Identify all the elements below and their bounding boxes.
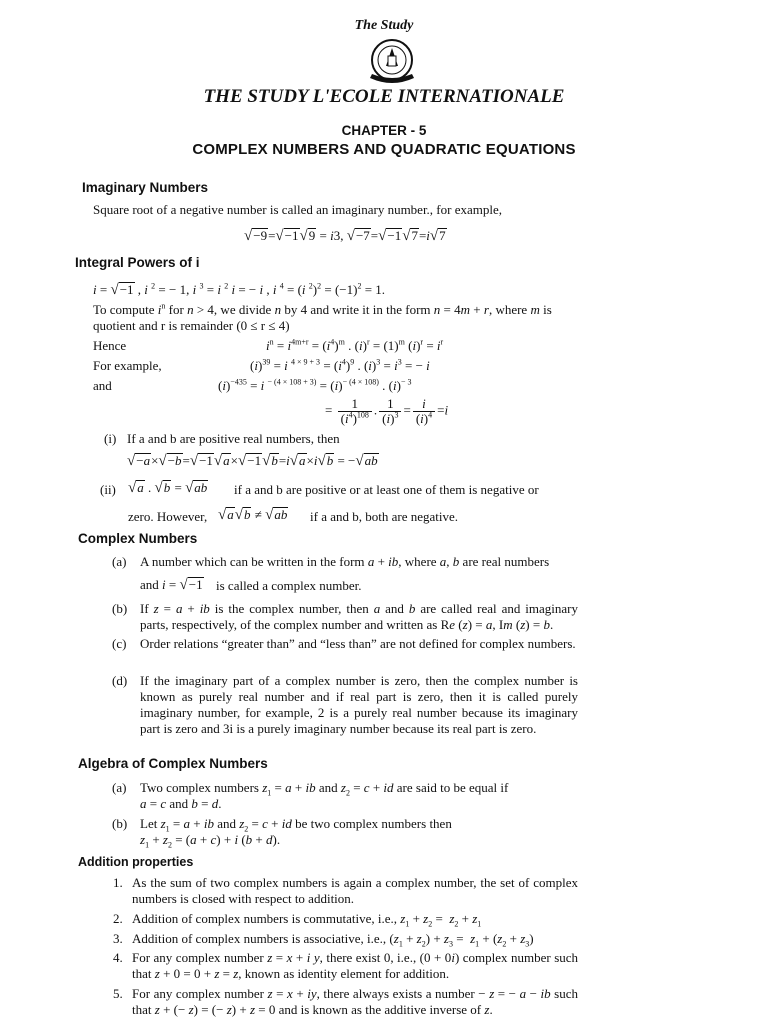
heading-addition-properties: Addition properties xyxy=(78,855,194,869)
complex-a-formula: and i = √−1 xyxy=(140,577,203,593)
item-ii-label: (ii) xyxy=(100,482,116,497)
algebra-a-text: Two complex numbers $z_1 = a$ + ib and $z_2 = c$ + id are said to be equal if xyxy=(140,780,509,798)
complex-b-label: (b) xyxy=(112,601,128,616)
chapter-number: CHAPTER - 5 xyxy=(341,123,427,138)
add-2-text: Addition of complex numbers is commutative, i.e., $z_1 + z_2 = z_2 + z_1$ xyxy=(132,911,482,929)
item-ii-formula: √a . √b = √ab xyxy=(128,480,208,496)
add-3-label: 3. xyxy=(113,931,123,946)
item-ii-text2: zero. However, xyxy=(128,509,208,524)
compute-rule-line1: To compute $i^n$ for n > 4, we divide n by 4 and write it in the form n = 4m + r, where m is xyxy=(93,301,552,317)
complex-d-label: (d) xyxy=(112,673,128,688)
add-3-text: Addition of complex numbers is associative, i.e., $(z_1 + z_2) + z_3 = z_1 + (z_2 + z_3)$ xyxy=(132,931,534,949)
heading-complex-numbers: Complex Numbers xyxy=(78,531,198,546)
hence-label: Hence xyxy=(93,338,127,353)
complex-c-text: Order relations “greater than” and “less than” are not defined for complex numbers. xyxy=(140,636,576,651)
add-4-label: 4. xyxy=(113,950,123,965)
school-logo xyxy=(364,36,420,86)
imaginary-definition: Square root of a negative number is called an imaginary number., for example, xyxy=(93,202,502,217)
powers-of-i-formula: i = √−1 , i $^2$ = − 1, i $^3$ = i $^2$ i = − i , i $^4$ = (i $^2)^2 = (-1)^2 = 1$. xyxy=(93,281,386,298)
hence-formula: $i^n = i^{4m+r} = (i^4)^m$ . $(i)^r = (1)^m$ $(i)^r = i^r$ xyxy=(266,337,444,353)
algebra-b-label: (b) xyxy=(112,816,128,831)
example-formula-435: $(i)^{-435} = i$ $^{- (4 \times 108 + 3)} = (i)^{- (4 \times 108)}$ . $(i)^{- 3}$ xyxy=(218,377,412,393)
item-i-label: (i) xyxy=(104,431,117,446)
algebra-b-formula: $z_1 + z_2 = (a + c) + i$ (b + d). xyxy=(140,832,281,850)
complex-b-text: If z = a + ib is the complex number, then a and b are called real and imaginary parts, respectively, of the complex number and written as Re (z) = a, Im (z) = b. xyxy=(140,601,579,632)
item-ii-text: if a and b are positive or at least one of them is negative or xyxy=(234,482,539,497)
chapter-title: COMPLEX NUMBERS AND QUADRATIC EQUATIONS xyxy=(192,141,576,158)
complex-a-text: A number which can be written in the form a + ib, where a, b are real numbers xyxy=(140,554,550,569)
complex-c-label: (c) xyxy=(112,636,127,651)
add-2-label: 2. xyxy=(113,911,123,926)
example-fraction-result: = $\frac{1}{(i^4)^{108}}$ . $\frac{1}{(i)^3}$ = $\frac{i}{(i)^4}$ =i xyxy=(325,396,449,426)
add-1-label: 1. xyxy=(113,875,123,890)
imaginary-example-formula: √−9=√−1√9 = i3, √−7=√−1√7=i√7 xyxy=(244,228,446,244)
school-name: THE STUDY L'ECOLE INTERNATIONALE xyxy=(203,86,565,107)
add-4-text: For any complex number z = x + i y, there exist 0, i.e., (0 + 0i) complex number such that z + 0 = 0 + z = z, known as identity element for addition. xyxy=(132,950,579,981)
add-5-text: For any complex number z = x + iy, there always exists a number − z = − a − ib such that z + (− z) = (− z) + z = 0 and is known as the additive inverse of z. xyxy=(132,986,578,1017)
heading-algebra: Algebra of Complex Numbers xyxy=(78,756,268,771)
example-formula-39: $(i)^{39} = i$ $^{4 \times 9 + 3} = (i^4)^9$ . $(i)^3 = i^3$ = − i xyxy=(250,357,430,373)
algebra-a-label: (a) xyxy=(112,780,127,795)
complex-d-text: If the imaginary part of a complex number is zero, then the complex number is known as purely real number and if real part is zero, then it is called purely imaginary number, for example, 2 is a purely real number because its imaginary part is zero and 3i is a purely imaginary number because its real part is zero. xyxy=(140,673,578,736)
complex-a-label: (a) xyxy=(112,554,127,569)
complex-a-text2: is called a complex number. xyxy=(216,578,362,593)
compute-rule-line2: quotient and r is remainder (0 ≤ r ≤ 4) xyxy=(93,318,290,333)
item-i-text: If a and b are positive real numbers, then xyxy=(127,431,340,446)
item-ii-inequality: √a√b ≠ √ab xyxy=(218,507,288,523)
heading-imaginary-numbers: Imaginary Numbers xyxy=(82,180,209,195)
algebra-b-text: Let $z_1 = a$ + ib and $z_2 = c$ + id be two complex numbers then xyxy=(140,816,452,834)
item-ii-text3: if a and b, both are negative. xyxy=(310,509,458,524)
logo-title: The Study xyxy=(354,18,414,33)
algebra-a-text2: a = c and b = d. xyxy=(140,796,222,811)
add-1-text: As the sum of two complex numbers is again a complex number, the set of complex numbers is closed with respect to addition. xyxy=(132,875,578,906)
and-label: and xyxy=(93,378,112,393)
add-5-label: 5. xyxy=(113,986,123,1001)
item-i-formula: √−a×√−b=√−1√a×√−1√b=i√a×i√b = −√ab xyxy=(127,453,378,469)
for-example-label: For example, xyxy=(93,358,162,373)
heading-integral-powers: Integral Powers of i xyxy=(75,255,200,270)
